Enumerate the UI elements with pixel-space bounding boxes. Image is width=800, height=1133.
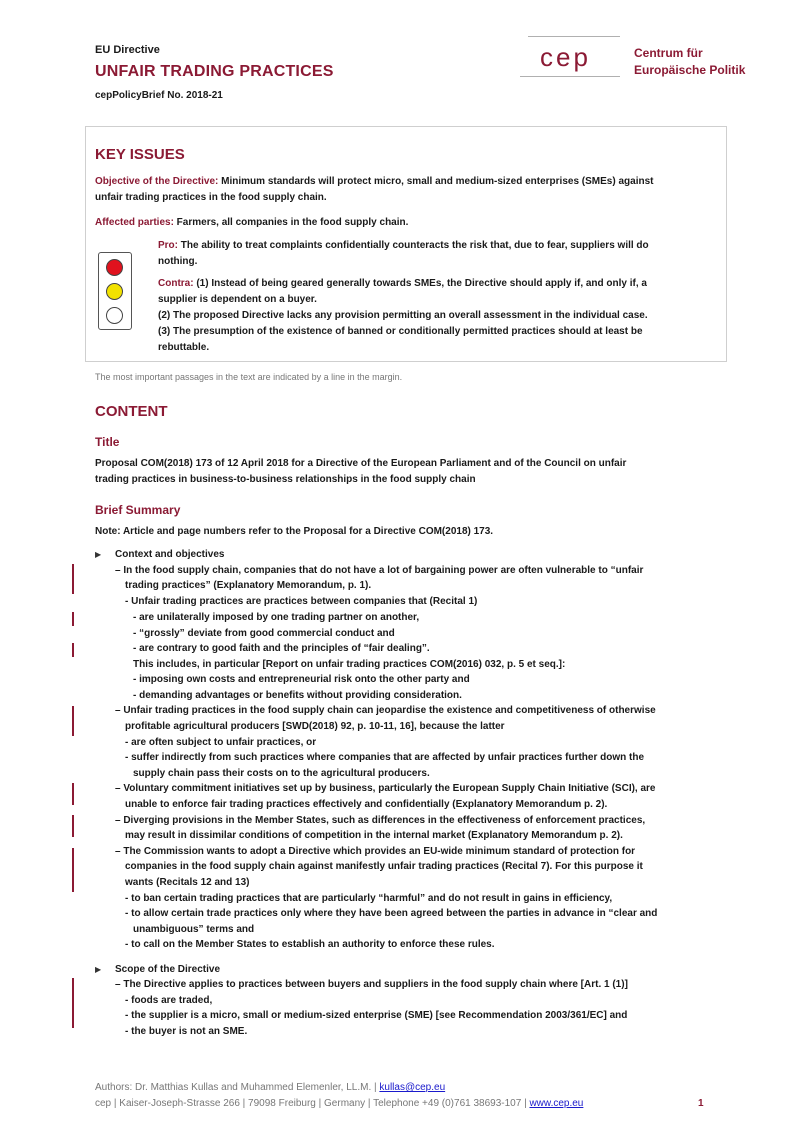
margin-marker <box>72 706 74 736</box>
affected-text: Farmers, all companies in the food supply chain. <box>173 217 409 228</box>
logo-line-bottom <box>520 76 620 77</box>
author-email-link[interactable]: kullas@cep.eu <box>379 1082 446 1093</box>
red-light-icon <box>106 259 123 276</box>
traffic-light-icon <box>98 252 132 330</box>
pro-line-1: The ability to treat complaints confidentially counteracts the risk that, due to fear, suppliers will do <box>178 240 649 251</box>
yellow-light-icon <box>106 283 123 300</box>
brief-number: cepPolicyBrief No. 2018-21 <box>95 90 223 101</box>
white-light-icon <box>106 307 123 324</box>
address-text: cep | Kaiser-Joseph-Strasse 266 | 79098 Freiburg | Germany | Telephone +49 (0)761 38693-107 | <box>95 1098 530 1109</box>
list-item: - to ban certain trading practices that are particularly “harmful” and do not result in gains in efficiency, <box>125 893 613 904</box>
bullet-triangle-icon: ▶ <box>95 965 102 974</box>
authors-text: Authors: Dr. Matthias Kullas and Muhammed Elemenler, LL.M. | <box>95 1082 380 1093</box>
footer-address <box>95 1098 583 1109</box>
list-item: - to call on the Member States to establish an authority to enforce these rules. <box>125 939 495 950</box>
margin-marker <box>72 783 74 805</box>
list-item: - the buyer is not an SME. <box>125 1026 248 1037</box>
bullet-triangle-icon: ▶ <box>95 550 102 559</box>
list-item: profitable agricultural producers [SWD(2018) 92, p. 10-11, 16], because the latter <box>125 721 505 732</box>
margin-note: The most important passages in the text are indicated by a line in the margin. <box>95 372 403 382</box>
list-item: unable to enforce fair trading practices effectively and confidentially (Explanatory Memorandum p. 2). <box>125 799 608 810</box>
title-heading: Title <box>95 435 120 449</box>
list-item: unambiguous” terms and <box>133 924 255 935</box>
list-item: – In the food supply chain, companies that do not have a lot of bargaining power are often vulnerable to “unfair <box>115 565 644 576</box>
list-item: Scope of the Directive <box>115 964 221 975</box>
page-number: 1 <box>698 1098 704 1109</box>
contra-line-2: supplier is dependent on a buyer. <box>158 294 317 305</box>
document-title: UNFAIR TRADING PRACTICES <box>95 63 334 80</box>
org-line-1: Centrum für <box>634 46 703 60</box>
margin-marker <box>72 612 74 626</box>
list-item: This includes, in particular [Report on unfair trading practices COM(2016) 032, p. 5 et seq.]: <box>133 659 566 670</box>
website-link[interactable]: www.cep.eu <box>529 1098 584 1109</box>
list-item: Context and objectives <box>115 549 225 560</box>
margin-marker <box>72 643 74 657</box>
list-item: - the supplier is a micro, small or medium-sized enterprise (SME) [see Recommendation 2003/361/EC] and <box>125 1010 628 1021</box>
pro-label: Pro: <box>158 240 178 251</box>
key-issues-title: KEY ISSUES <box>95 146 185 163</box>
margin-marker <box>72 815 74 837</box>
objective-paragraph <box>95 174 653 206</box>
contra-line-1: (1) Instead of being geared generally towards SMEs, the Directive should apply if, and only if, a <box>193 278 647 289</box>
list-item: may result in dissimilar conditions of competition in the internal market (Explanatory Memorandum p. 2). <box>125 830 623 841</box>
contra-line-4: (3) The presumption of the existence of banned or conditionally permitted practices should at least be <box>158 326 643 337</box>
list-item: - are often subject to unfair practices, or <box>125 737 317 748</box>
objective-label: Objective of the Directive: <box>95 176 219 187</box>
list-item: - Unfair trading practices are practices between companies that (Recital 1) <box>125 596 478 607</box>
title-line-1: Proposal COM(2018) 173 of 12 April 2018 for a Directive of the European Parliament and of the Council on unfair <box>95 458 627 469</box>
pro-line-2: nothing. <box>158 256 198 267</box>
affected-paragraph <box>95 215 408 231</box>
title-line-2: trading practices in business-to-business relationships in the food supply chain <box>95 474 476 485</box>
logo-line-top <box>528 36 620 37</box>
list-item: - suffer indirectly from such practices where companies that are affected by unfair practices further down the <box>125 752 645 763</box>
list-item: – Unfair trading practices in the food supply chain can jeopardise the existence and competitiveness of otherwise <box>115 705 656 716</box>
summary-heading: Brief Summary <box>95 503 181 517</box>
objective-line-1: Minimum standards will protect micro, small and medium-sized enterprises (SMEs) against <box>218 176 654 187</box>
affected-label: Affected parties: <box>95 217 174 228</box>
cep-logo: cep <box>540 42 591 72</box>
margin-marker <box>72 978 74 1028</box>
list-item: - are contrary to good faith and the principles of “fair dealing”. <box>133 643 430 654</box>
org-line-2: Europäische Politik <box>634 63 746 77</box>
contra-line-5: rebuttable. <box>158 342 210 353</box>
list-item: – Diverging provisions in the Member States, such as differences in the effectiveness of enforcement practices, <box>115 815 646 826</box>
list-item: - are unilaterally imposed by one trading partner on another, <box>133 612 420 623</box>
content-title: CONTENT <box>95 403 168 420</box>
list-item: supply chain pass their costs on to the agricultural producers. <box>133 768 430 779</box>
margin-marker <box>72 564 74 594</box>
organisation-name <box>634 45 745 79</box>
list-item: companies in the food supply chain against manifestly unfair trading practices (Recital 7). For this purpose it <box>125 861 643 872</box>
title-text <box>95 456 626 488</box>
list-item: - “grossly” deviate from good commercial conduct and <box>133 628 395 639</box>
footer-authors <box>95 1082 445 1093</box>
contra-label: Contra: <box>158 278 194 289</box>
list-item: – The Directive applies to practices between buyers and suppliers in the food supply chain where [Art. 1 (1)] <box>115 979 628 990</box>
list-item: – Voluntary commitment initiatives set up by business, particularly the European Supply Chain Initiative (SCI), are <box>115 783 656 794</box>
pro-paragraph <box>158 238 718 270</box>
document-kicker: EU Directive <box>95 44 160 56</box>
list-item: - demanding advantages or benefits without providing consideration. <box>133 690 462 701</box>
list-item: trading practices” (Explanatory Memorandum, p. 1). <box>125 580 372 591</box>
margin-marker <box>72 848 74 892</box>
list-item: - foods are traded, <box>125 995 213 1006</box>
contra-line-3: (2) The proposed Directive lacks any provision permitting an overall assessment in the individual case. <box>158 310 648 321</box>
list-item: – The Commission wants to adopt a Directive which provides an EU-wide minimum standard of protection for <box>115 846 636 857</box>
contra-paragraph <box>158 276 718 356</box>
list-item: wants (Recitals 12 and 13) <box>125 877 250 888</box>
list-item: - to allow certain trade practices only where they have been agreed between the parties in advance in “clear and <box>125 908 658 919</box>
objective-line-2: unfair trading practices in the food supply chain. <box>95 192 327 203</box>
summary-note: Note: Article and page numbers refer to the Proposal for a Directive COM(2018) 173. <box>95 526 494 537</box>
list-item: - imposing own costs and entrepreneurial risk onto the other party and <box>133 674 470 685</box>
